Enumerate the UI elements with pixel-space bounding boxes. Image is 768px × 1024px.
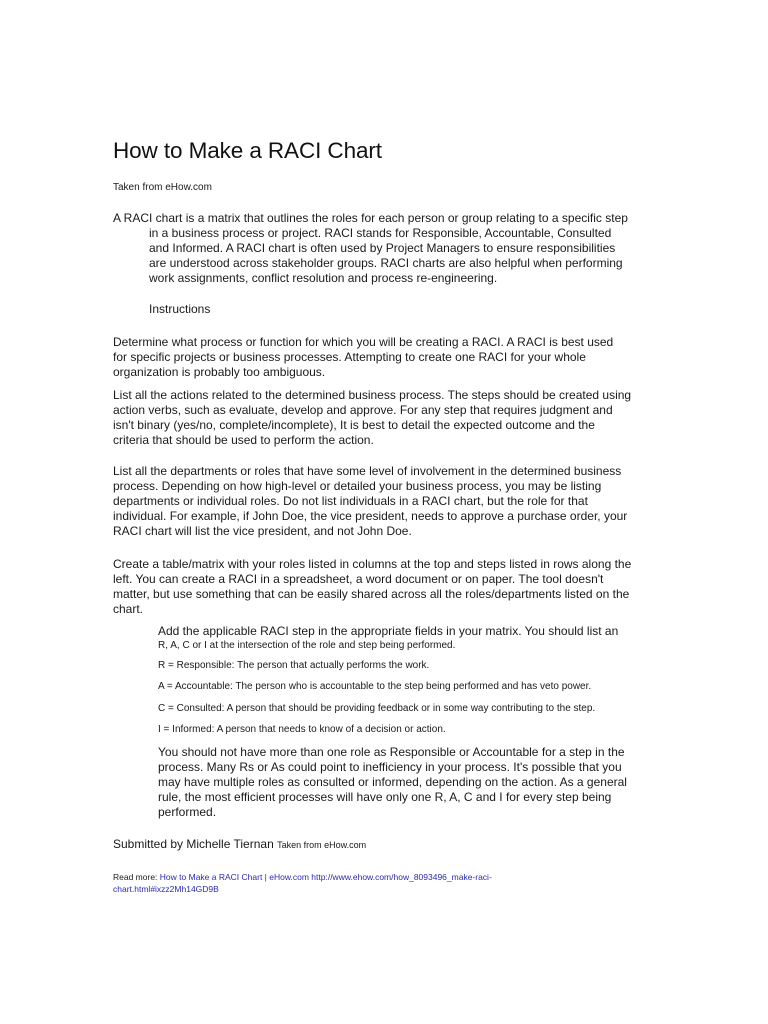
step-line: process. Many Rs or As could point to inefficiency in your process. It's possible that you — [158, 760, 622, 774]
step-3-paragraph — [113, 464, 658, 539]
submitted-source: Taken from eHow.com — [277, 840, 367, 850]
step-4-paragraph — [113, 557, 658, 617]
read-more-url-link-cont[interactable]: chart.html#ixzz2Mh14GD9B — [113, 884, 219, 894]
step-line: action verbs, such as evaluate, develop and approve. For any step that requires judgment and — [113, 403, 613, 417]
intro-line: are understood across stakeholder groups. RACI charts are also helpful when performing — [149, 256, 623, 270]
step-5-paragraph — [158, 624, 658, 653]
step-6-paragraph — [158, 745, 658, 820]
step-line: chart. — [113, 602, 144, 616]
step-line: matter, but use something that can be easily shared across all the roles/departments listed on the — [113, 587, 630, 601]
definition-consulted: C = Consulted: A person that should be providing feedback or in some way contributing to the step. — [158, 703, 596, 714]
step-line: organization is probably too ambiguous. — [113, 365, 326, 379]
step-line: left. You can create a RACI in a spreadsheet, a word document or on paper. The tool doesn't — [113, 572, 604, 586]
author-credit: Submitted by Michelle Tiernan — [113, 837, 274, 851]
definition-responsible: R = Responsible: The person that actually performs the work. — [158, 660, 430, 671]
submitted-by — [113, 837, 366, 851]
step-line: Add the applicable RACI step in the appropriate fields in your matrix. You should list an — [158, 624, 619, 638]
source-note: Taken from eHow.com — [113, 182, 212, 193]
step-line: individual. For example, if John Doe, the vice president, needs to approve a purchase order, your — [113, 509, 628, 523]
step-line: may have multiple roles as consulted or informed, depending on the action. As a general — [158, 775, 627, 789]
step-1-paragraph — [113, 335, 658, 380]
read-more-label: Read more: — [113, 872, 158, 882]
step-line: rule, the most efficient processes will have only one R, A, C and I for every step being — [158, 790, 612, 804]
step-line: Create a table/matrix with your roles listed in columns at the top and steps listed in rows along the — [113, 557, 632, 571]
step-line: List all the actions related to the determined business process. The steps should be created using — [113, 388, 632, 402]
step-line: process. Depending on how high-level or detailed your business process, you may be listing — [113, 479, 602, 493]
step-line: You should not have more than one role as Responsible or Accountable for a step in the — [158, 745, 625, 759]
instructions-heading: Instructions — [149, 302, 211, 316]
intro-line: in a business process or project. RACI stands for Responsible, Accountable, Consulted — [149, 226, 612, 240]
step-line: RACI chart will list the vice president, and not John Doe. — [113, 524, 412, 538]
read-more-url-link[interactable]: http://www.ehow.com/how_8093496_make-raci- — [311, 872, 492, 882]
step-line: isn't binary (yes/no, complete/incomplete), It is best to detail the expected outcome and the — [113, 418, 595, 432]
step-line: List all the departments or roles that have some level of involvement in the determined business — [113, 464, 622, 478]
read-more-title-link[interactable]: How to Make a RACI Chart | eHow.com — [159, 872, 309, 882]
intro-line: A RACI chart is a matrix that outlines the roles for each person or group relating to a specific step — [113, 211, 628, 225]
step-line: criteria that should be used to perform the action. — [113, 433, 374, 447]
step-line: for specific projects or business processes. Attempting to create one RACI for your whole — [113, 350, 586, 364]
intro-line: and Informed. A RACI chart is often used by Project Managers to ensure responsibilities — [149, 241, 616, 255]
step-line: performed. — [158, 805, 217, 819]
step-line: departments or individual roles. Do not list individuals in a RACI chart, but the role for that — [113, 494, 588, 508]
read-more — [113, 871, 492, 895]
step-line: Determine what process or function for which you will be creating a RACI. A RACI is best used — [113, 335, 614, 349]
document-title: How to Make a RACI Chart — [113, 138, 382, 163]
intro-paragraph — [113, 211, 658, 286]
definition-informed: I = Informed: A person that needs to know of a decision or action. — [158, 724, 446, 735]
intro-line: work assignments, conflict resolution and process re-engineering. — [149, 271, 498, 285]
step-line: R, A, C or I at the intersection of the role and step being performed. — [158, 640, 456, 651]
step-2-paragraph — [113, 388, 658, 448]
definition-accountable: A = Accountable: The person who is accountable to the step being performed and has veto power. — [158, 681, 592, 692]
